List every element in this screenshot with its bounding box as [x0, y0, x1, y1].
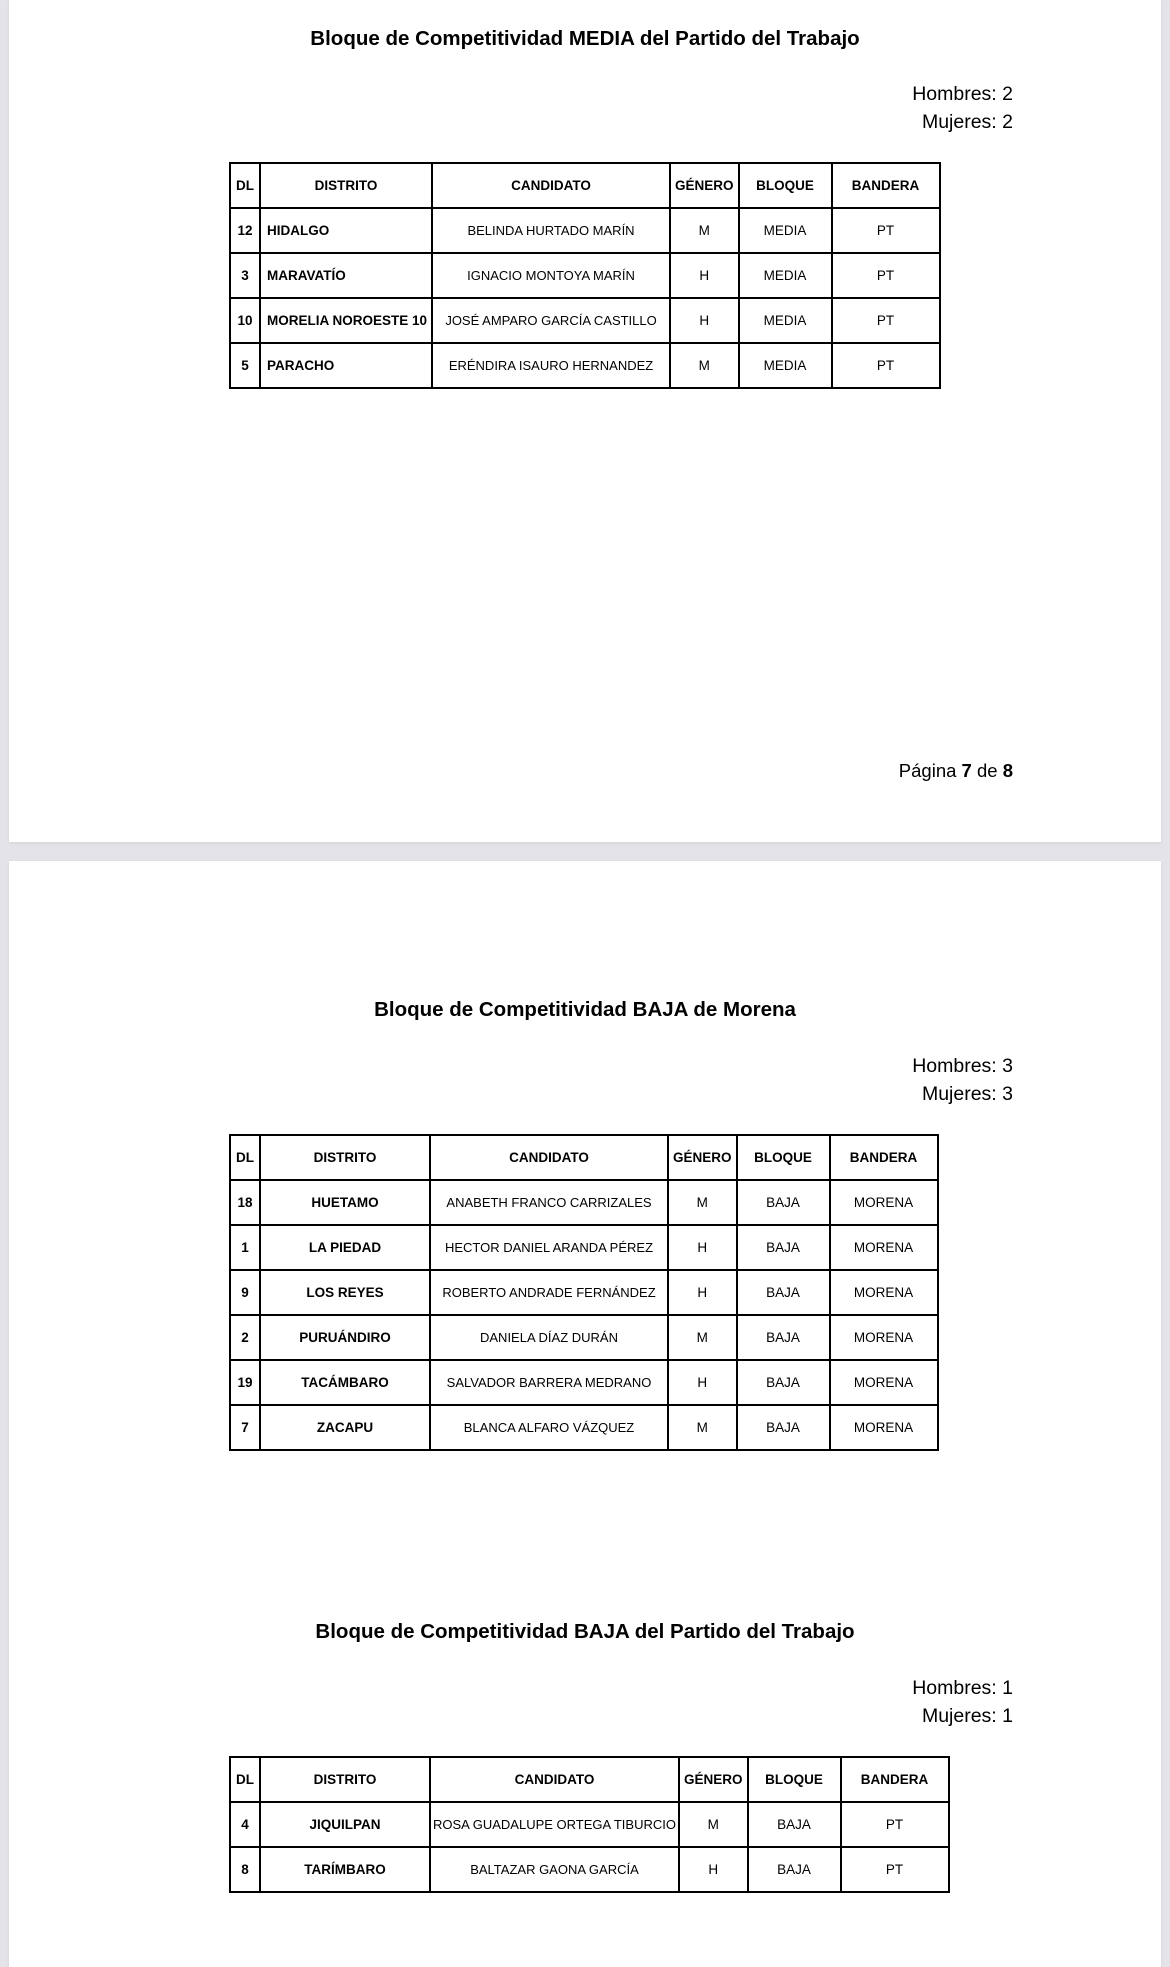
cell-bloque: BAJA: [737, 1270, 830, 1315]
table-row: [230, 1360, 938, 1405]
cell-genero: H: [668, 1225, 737, 1270]
cell-bandera: PT: [832, 208, 940, 253]
cell-distrito: TARÍMBARO: [260, 1847, 430, 1892]
table-row: [230, 253, 940, 298]
table-row: [230, 1405, 938, 1450]
header-bloque: BLOQUE: [748, 1757, 841, 1802]
cell-bloque: MEDIA: [739, 343, 832, 388]
header-genero: GÉNERO: [668, 1135, 737, 1180]
header-genero: GÉNERO: [670, 163, 739, 208]
cell-bandera: MORENA: [830, 1405, 938, 1450]
cell-dl: 3: [230, 253, 260, 298]
cell-bandera: PT: [841, 1847, 949, 1892]
cell-bloque: BAJA: [748, 1847, 841, 1892]
cell-distrito: JIQUILPAN: [260, 1802, 430, 1847]
cell-genero: M: [670, 343, 739, 388]
table-row: [230, 1225, 938, 1270]
cell-genero: H: [668, 1360, 737, 1405]
document-page-8: [9, 861, 1161, 1967]
cell-genero: M: [668, 1180, 737, 1225]
cell-distrito: HUETAMO: [260, 1180, 430, 1225]
cell-dl: 8: [230, 1847, 260, 1892]
table-header-row: [230, 1757, 949, 1802]
header-candidato: CANDIDATO: [430, 1757, 679, 1802]
cell-candidato: BLANCA ALFARO VÁZQUEZ: [430, 1405, 668, 1450]
cell-bandera: MORENA: [830, 1180, 938, 1225]
section-title: Bloque de Competitividad BAJA de Morena: [374, 998, 796, 1021]
mujeres-count: Mujeres: 3: [921, 1083, 1013, 1105]
cell-genero: H: [670, 253, 739, 298]
cell-genero: M: [679, 1802, 748, 1847]
cell-candidato: ROSA GUADALUPE ORTEGA TIBURCIO: [430, 1802, 679, 1847]
table-row: [230, 208, 940, 253]
cell-genero: H: [670, 298, 739, 343]
header-distrito: DISTRITO: [260, 1135, 430, 1180]
cell-candidato: HECTOR DANIEL ARANDA PÉREZ: [430, 1225, 668, 1270]
header-distrito: DISTRITO: [260, 163, 432, 208]
cell-candidato: BELINDA HURTADO MARÍN: [432, 208, 670, 253]
cell-dl: 9: [230, 1270, 260, 1315]
cell-bandera: PT: [841, 1802, 949, 1847]
cell-genero: M: [670, 208, 739, 253]
cell-distrito: MORELIA NOROESTE 10: [260, 298, 432, 343]
cell-distrito: HIDALGO: [260, 208, 432, 253]
cell-candidato: ERÉNDIRA ISAURO HERNANDEZ: [432, 343, 670, 388]
cell-dl: 12: [230, 208, 260, 253]
cell-candidato: BALTAZAR GAONA GARCÍA: [430, 1847, 679, 1892]
header-distrito: DISTRITO: [260, 1757, 430, 1802]
header-candidato: CANDIDATO: [432, 163, 670, 208]
cell-bloque: MEDIA: [739, 298, 832, 343]
cell-bloque: BAJA: [737, 1405, 830, 1450]
cell-bloque: BAJA: [737, 1180, 830, 1225]
cell-distrito: MARAVATÍO: [260, 253, 432, 298]
mujeres-count: Mujeres: 2: [921, 111, 1013, 133]
hombres-count: Hombres: 3: [912, 1055, 1013, 1077]
section-title: Bloque de Competitividad BAJA del Partido del Trabajo: [315, 1620, 855, 1643]
cell-dl: 4: [230, 1802, 260, 1847]
hombres-count: Hombres: 1: [912, 1677, 1013, 1699]
cell-candidato: SALVADOR BARRERA MEDRANO: [430, 1360, 668, 1405]
cell-distrito: LA PIEDAD: [260, 1225, 430, 1270]
cell-dl: 1: [230, 1225, 260, 1270]
cell-bandera: MORENA: [830, 1360, 938, 1405]
header-bandera: BANDERA: [841, 1757, 949, 1802]
header-bloque: BLOQUE: [737, 1135, 830, 1180]
cell-bandera: MORENA: [830, 1315, 938, 1360]
header-bandera: BANDERA: [830, 1135, 938, 1180]
cell-bloque: BAJA: [737, 1360, 830, 1405]
cell-bandera: MORENA: [830, 1270, 938, 1315]
cell-dl: 10: [230, 298, 260, 343]
candidates-table: [229, 1756, 950, 1893]
cell-distrito: LOS REYES: [260, 1270, 430, 1315]
cell-genero: H: [679, 1847, 748, 1892]
page-label: Página: [898, 760, 957, 781]
header-candidato: CANDIDATO: [430, 1135, 668, 1180]
cell-bloque: MEDIA: [739, 253, 832, 298]
cell-bloque: BAJA: [737, 1315, 830, 1360]
cell-distrito: PURUÁNDIRO: [260, 1315, 430, 1360]
cell-genero: H: [668, 1270, 737, 1315]
candidates-table: [229, 162, 941, 389]
cell-bloque: BAJA: [737, 1225, 830, 1270]
cell-candidato: JOSÉ AMPARO GARCÍA CASTILLO: [432, 298, 670, 343]
cell-bandera: PT: [832, 253, 940, 298]
cell-candidato: DANIELA DÍAZ DURÁN: [430, 1315, 668, 1360]
cell-bloque: MEDIA: [739, 208, 832, 253]
cell-bandera: PT: [832, 298, 940, 343]
cell-dl: 18: [230, 1180, 260, 1225]
table-row: [230, 1802, 949, 1847]
cell-candidato: ROBERTO ANDRADE FERNÁNDEZ: [430, 1270, 668, 1315]
header-bloque: BLOQUE: [739, 163, 832, 208]
mujeres-count: Mujeres: 1: [921, 1705, 1013, 1727]
cell-dl: 7: [230, 1405, 260, 1450]
cell-distrito: TACÁMBARO: [260, 1360, 430, 1405]
cell-genero: M: [668, 1405, 737, 1450]
table-header-row: [230, 1135, 938, 1180]
hombres-count: Hombres: 2: [912, 83, 1013, 105]
gender-counts: [912, 1052, 1013, 1108]
header-genero: GÉNERO: [679, 1757, 748, 1802]
cell-distrito: PARACHO: [260, 343, 432, 388]
header-dl: DL: [230, 1135, 260, 1180]
table-header-row: [230, 163, 940, 208]
header-dl: DL: [230, 1757, 260, 1802]
cell-candidato: IGNACIO MONTOYA MARÍN: [432, 253, 670, 298]
page-current: 7: [961, 760, 972, 781]
document-page-7: [9, 0, 1161, 842]
cell-dl: 5: [230, 343, 260, 388]
header-bandera: BANDERA: [832, 163, 940, 208]
table-row: [230, 343, 940, 388]
cell-genero: M: [668, 1315, 737, 1360]
cell-candidato: ANABETH FRANCO CARRIZALES: [430, 1180, 668, 1225]
page-number: [899, 760, 1013, 782]
header-dl: DL: [230, 163, 260, 208]
table-row: [230, 1270, 938, 1315]
cell-dl: 2: [230, 1315, 260, 1360]
page-total: 8: [1002, 760, 1013, 781]
cell-dl: 19: [230, 1360, 260, 1405]
cell-bandera: MORENA: [830, 1225, 938, 1270]
table-row: [230, 1315, 938, 1360]
cell-distrito: ZACAPU: [260, 1405, 430, 1450]
table-row: [230, 1847, 949, 1892]
candidates-table: [229, 1134, 939, 1451]
gender-counts: [912, 1674, 1013, 1730]
page-of: de: [976, 760, 998, 781]
cell-bloque: BAJA: [748, 1802, 841, 1847]
cell-bandera: PT: [832, 343, 940, 388]
table-row: [230, 298, 940, 343]
table-row: [230, 1180, 938, 1225]
gender-counts: [912, 80, 1013, 136]
section-title: Bloque de Competitividad MEDIA del Partido del Trabajo: [310, 27, 860, 50]
